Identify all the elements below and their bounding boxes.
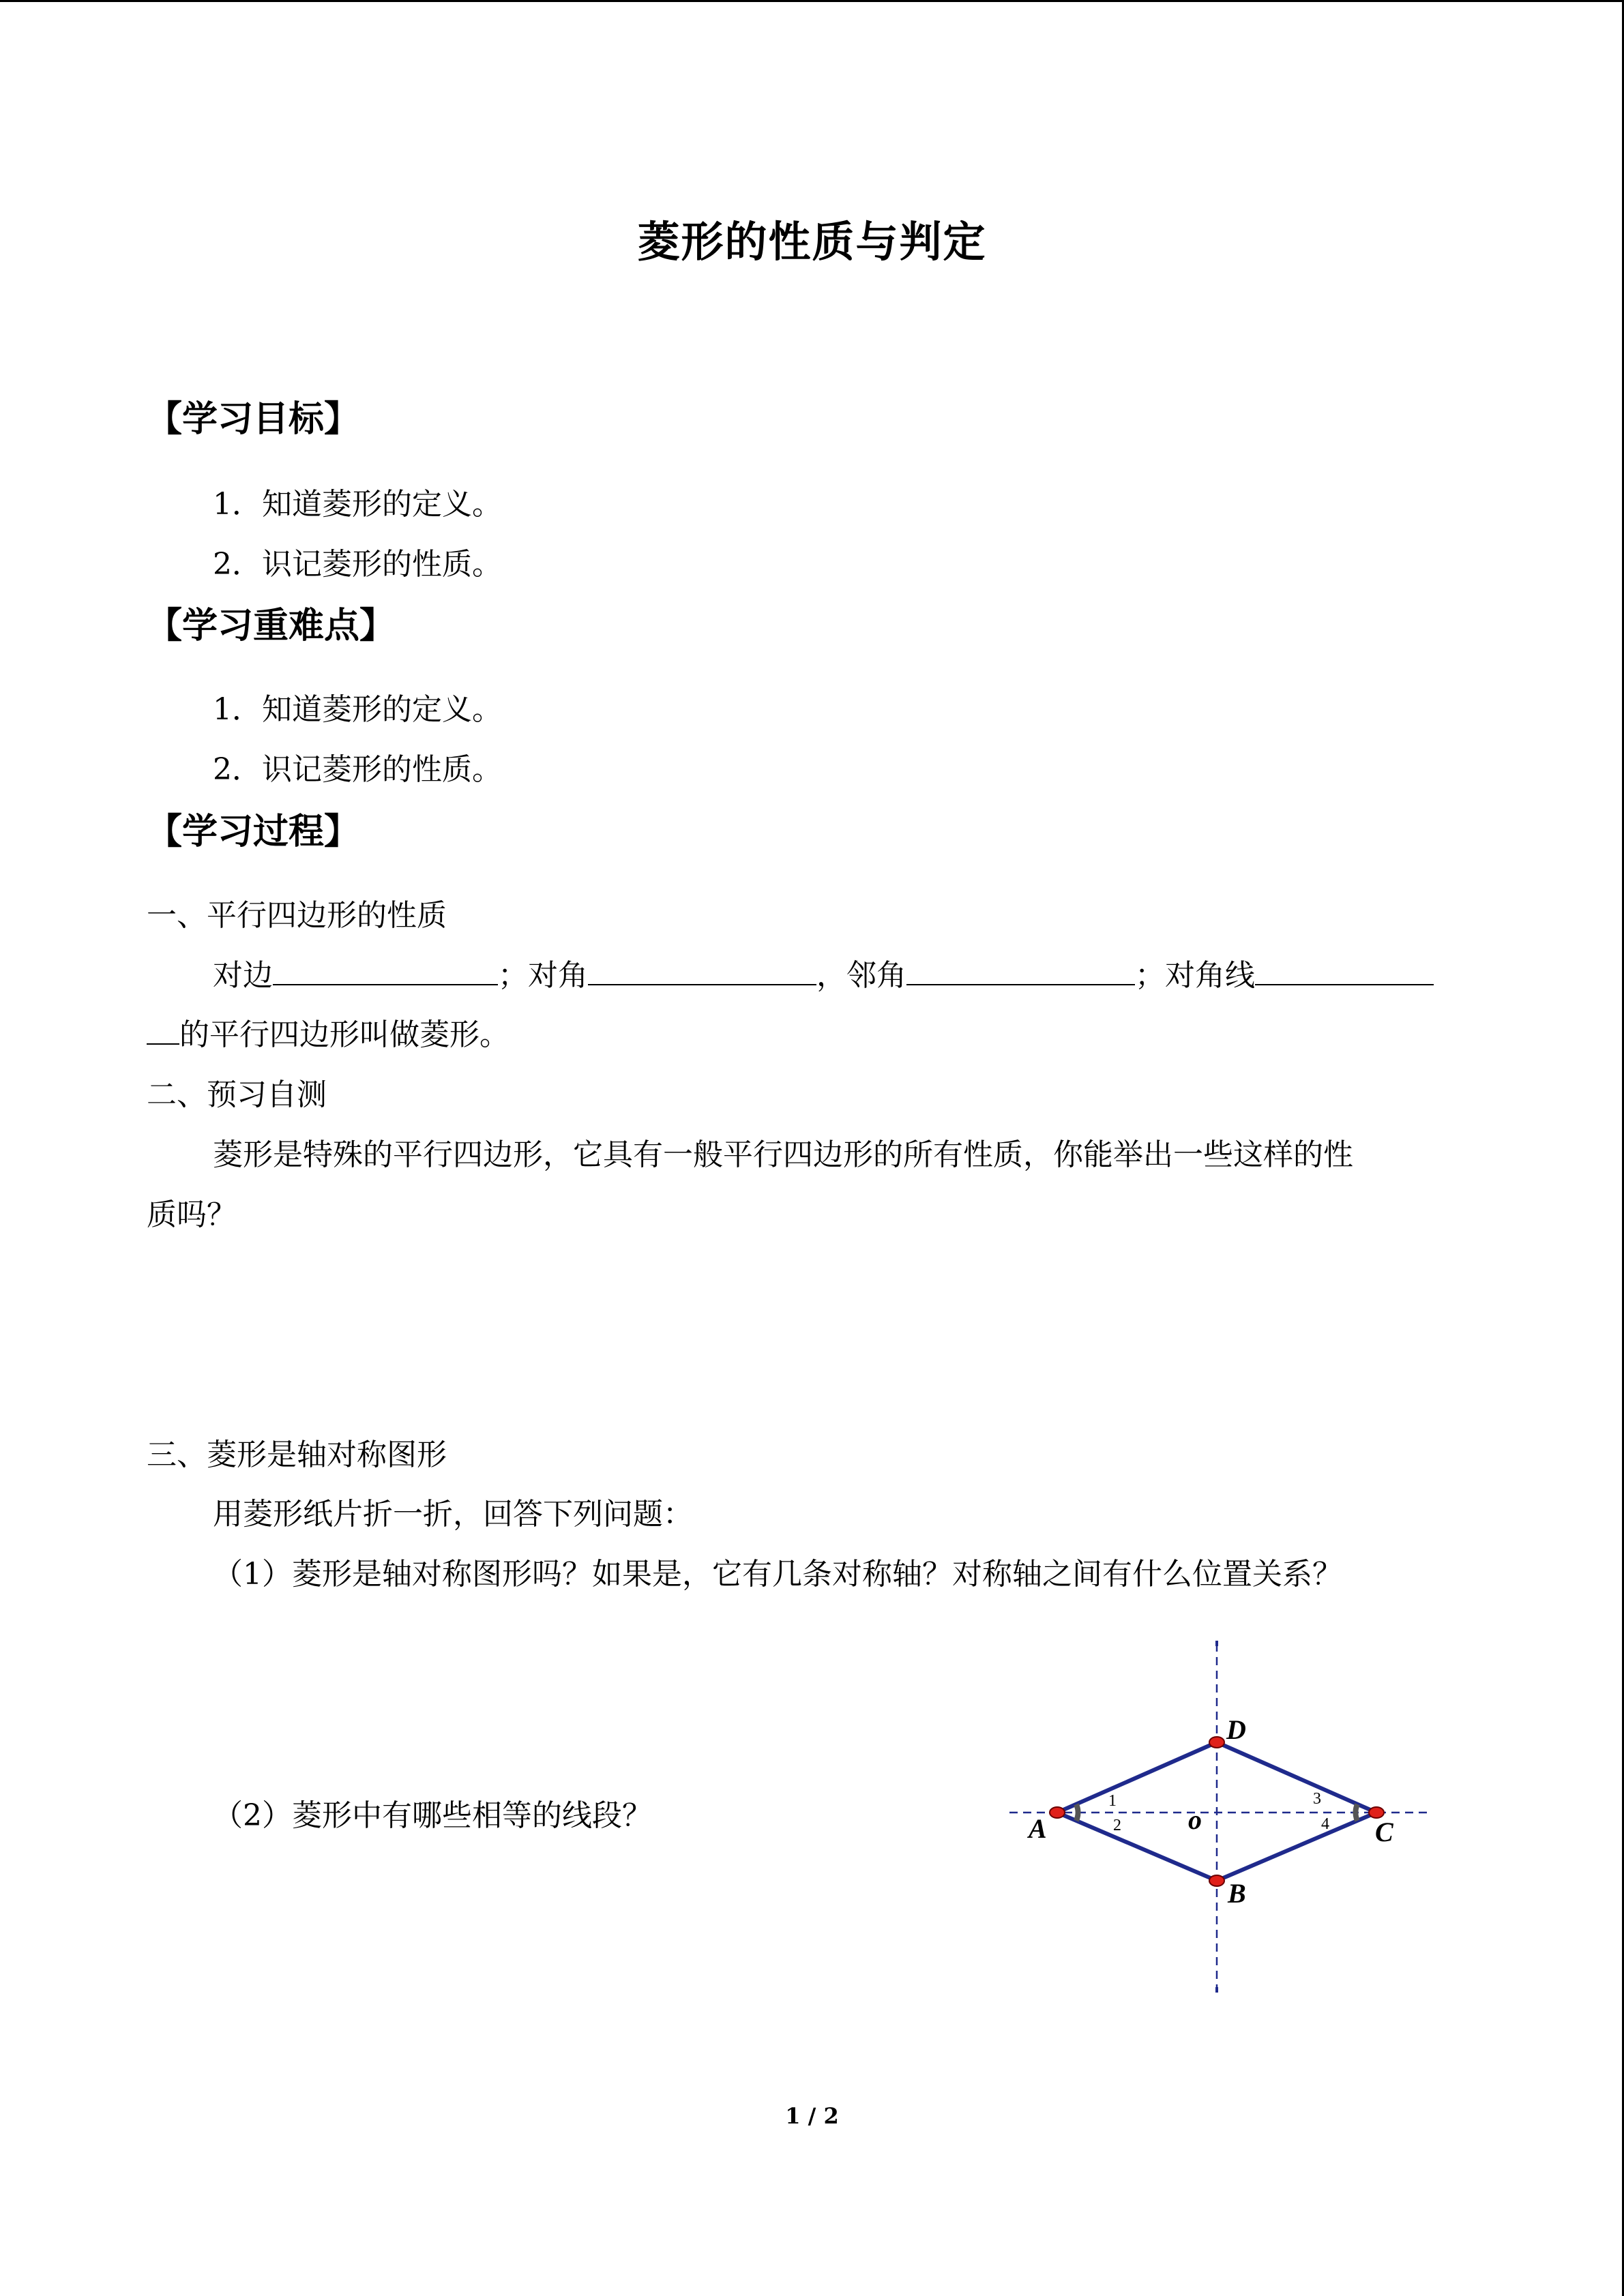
label-c: C <box>1375 1817 1393 1847</box>
part2-question-line-1: 菱形是特殊的平行四边形，它具有一般平行四边形的所有性质，你能举出一些这样的性 <box>213 1137 1353 1172</box>
vertex-d <box>1209 1737 1224 1748</box>
part2-question-line-2: 质吗？ <box>147 1197 237 1232</box>
top-border <box>0 0 1624 2</box>
angle-label-3: 3 <box>1313 1790 1321 1808</box>
label-adjacent-angles: ，邻角 <box>816 958 906 993</box>
goal-item-1: 1．知道菱形的定义。 <box>213 487 502 522</box>
label-o: o <box>1188 1804 1202 1835</box>
goals-heading: 【学习目标】 <box>147 399 360 440</box>
fill-in-line-1 <box>213 951 1434 994</box>
angle-arc-c <box>1355 1804 1357 1821</box>
key-points-heading: 【学习重难点】 <box>147 606 396 646</box>
blank-adjacent-angles[interactable] <box>906 954 1135 985</box>
rhombus-figure <box>996 1637 1446 2008</box>
rhombus-diagram <box>996 1637 1446 2005</box>
fill-in-line-2 <box>147 1010 510 1054</box>
part3-question-1: （1）菱形是轴对称图形吗？如果是，它有几条对称轴？对称轴之间有什么位置关系？ <box>213 1557 1342 1592</box>
angle-arc-a <box>1076 1804 1078 1821</box>
angle-label-1: 1 <box>1108 1792 1117 1810</box>
part3-intro: 用菱形纸片折一折，回答下列问题： <box>213 1497 693 1532</box>
goal-item-2: 2．识记菱形的性质。 <box>213 547 502 582</box>
vertex-b <box>1209 1875 1224 1886</box>
key-point-item-2: 2．识记菱形的性质。 <box>213 752 502 787</box>
blank-diagonals[interactable] <box>1255 954 1434 985</box>
part1-heading: 一、平行四边形的性质 <box>147 898 447 933</box>
rhombus-definition-suffix: 的平行四边形叫做菱形。 <box>179 1017 510 1052</box>
angle-label-2: 2 <box>1113 1817 1121 1834</box>
part2-heading: 二、预习自测 <box>147 1077 327 1112</box>
vertex-a <box>1050 1807 1065 1818</box>
key-point-item-1: 1．知道菱形的定义。 <box>213 692 502 727</box>
label-a: A <box>1029 1813 1047 1844</box>
label-b: B <box>1228 1878 1246 1909</box>
blank-diagonals-cont[interactable] <box>147 1013 179 1045</box>
blank-opposite-angles[interactable] <box>588 954 816 985</box>
page-number: 1 / 2 <box>785 2103 839 2129</box>
label-opposite-sides: 对边 <box>213 958 273 993</box>
label-opposite-angles: ；对角 <box>498 958 588 993</box>
label-d: D <box>1226 1714 1246 1745</box>
label-diagonals: ；对角线 <box>1135 958 1255 993</box>
process-heading: 【学习过程】 <box>147 811 360 852</box>
angle-label-4: 4 <box>1321 1815 1329 1833</box>
part3-heading: 三、菱形是轴对称图形 <box>147 1437 447 1472</box>
blank-opposite-sides[interactable] <box>273 954 498 985</box>
page-title: 菱形的性质与判定 <box>637 217 987 267</box>
part3-question-2: （2）菱形中有哪些相等的线段？ <box>213 1798 652 1833</box>
